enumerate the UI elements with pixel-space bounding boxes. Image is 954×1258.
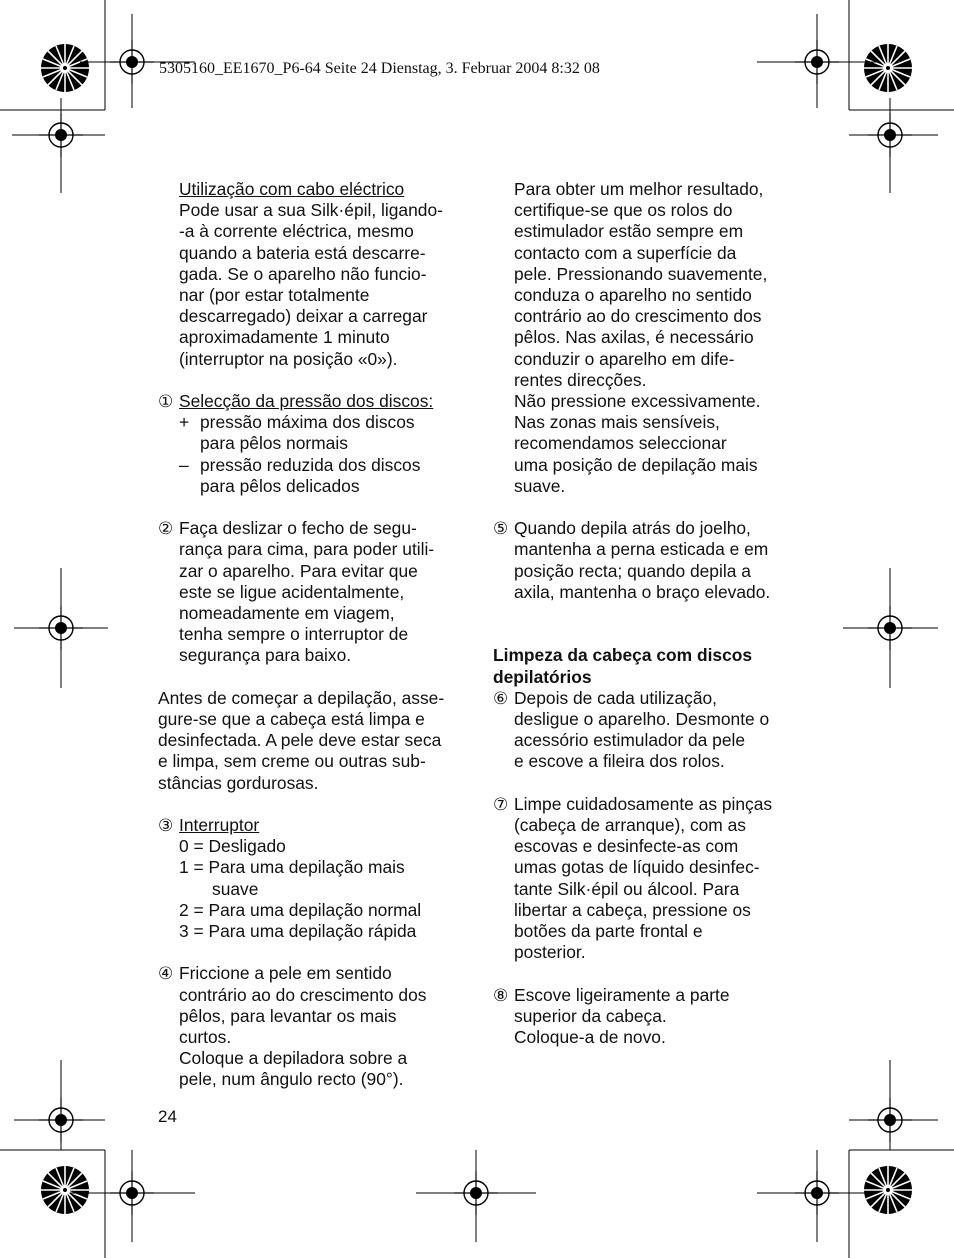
left-column [158, 179, 468, 1091]
step-number: ④ [158, 964, 174, 984]
step-number: ① [158, 392, 174, 412]
list-item: + pressão máxima dos discos para pêlos normais [179, 412, 415, 454]
cable-section: Utilização com cabo eléctrico Pode usar a sua Silk·épil, ligando- -a à corrente eléctrica, mesmo quando a bateria está descarre- gada. Se o aparelho não funcio- nar (por estar totalmente descarregado) deixar a carregar aproximadamente 1 minuto (interruptor na posição «0»). [158, 179, 468, 370]
registration-star-bottom-right [864, 1166, 912, 1214]
step-2-safety-lock: ② Faça deslizar o fecho de segu- rança para cima, para poder utili- zar o aparelho. Para evitar que este se ligue acidentalmente, nomeadamente em viagem, tenha sempre o interruptor de segurança para baixo. [158, 518, 435, 666]
registration-star-top-right [864, 44, 912, 92]
step-number: ② [158, 519, 174, 539]
print-header: 5305160_EE1670_P6-64 Seite 24 Dienstag, 3. Februar 2004 8:32 08 [159, 60, 600, 77]
step-5-knee-armpit: ⑤ Quando depila atrás do joelho, mantenha a perna esticada e em posição recta; quando depila a axila, mantenha o braço elevado. [493, 518, 771, 602]
step-3-switch: ③ Interruptor 0 = Desligado 1 = Para uma depilação mais suave 2 = Para uma depilação normal 3 = Para uma depilação rápida [158, 815, 468, 942]
step-number: ⑧ [493, 985, 509, 1005]
list-item: – pressão reduzida dos discos para pêlos delicados [179, 454, 421, 496]
step-number: ③ [158, 816, 174, 836]
step-8-brush-head: ⑧ Escove ligeiramente a parte superior da cabeça. Coloque-a de novo. [493, 984, 730, 1048]
step-4-application: ④ Friccione a pele em sentido contrário ao do crescimento dos pêlos, para levantar os mais curtos. Coloque a depiladora sobre a pele, num ângulo recto (90°). [158, 963, 427, 1090]
registration-star-bottom-left [41, 1166, 89, 1214]
step-6-disassemble: ⑥ Depois de cada utilização, desligue o aparelho. Desmonte o acessório estimulador da pele e escove a fileira dos rolos. [493, 687, 770, 772]
section-heading-cleaning: Limpeza da cabeça com discos depilatórios [493, 645, 753, 687]
usage-paragraph: Para obter um melhor resultado, certifique-se que os rolos do estimulador estão sempre em contacto com a superfície da pele. Pressionando suavemente, conduza o aparelho no sentido contrário ao do crescimento dos pêlos. Nas axilas, é necessário conduzir o aparelho em dife- rentes direcções. Não pressione excessivamente. Nas zonas mais sensíveis, recomendamos seleccionar uma posição de depilação mais suave. [514, 179, 768, 496]
step-1-title: Selecção da pressão dos discos: [179, 391, 434, 412]
step-number: ⑤ [493, 519, 509, 539]
preparation-paragraph: Antes de começar a depilação, asse- gure-se que a cabeça está limpa e desinfectada. A pele deve estar seca e limpa, sem creme ou outras sub- stâncias gordurosas. [158, 687, 445, 793]
right-column [493, 179, 803, 1048]
registration-star-top-left [41, 44, 89, 92]
step-1-disc-pressure [158, 391, 468, 412]
step-3-title: Interruptor [179, 815, 260, 836]
cable-title: Utilização com cabo eléctrico [179, 179, 405, 199]
step-number: ⑦ [493, 794, 509, 814]
step-7-clean-tweezers: ⑦ Limpe cuidadosamente as pinças (cabeça de arranque), com as escovas e desinfecte-as com umas gotas de líquido desinfec- tante Silk·épil ou álcool. Para libertar a cabeça, pressione os botões da parte frontal e posterior. [493, 793, 773, 963]
step-number: ⑥ [493, 688, 509, 708]
page-number: 24 [158, 1107, 177, 1126]
